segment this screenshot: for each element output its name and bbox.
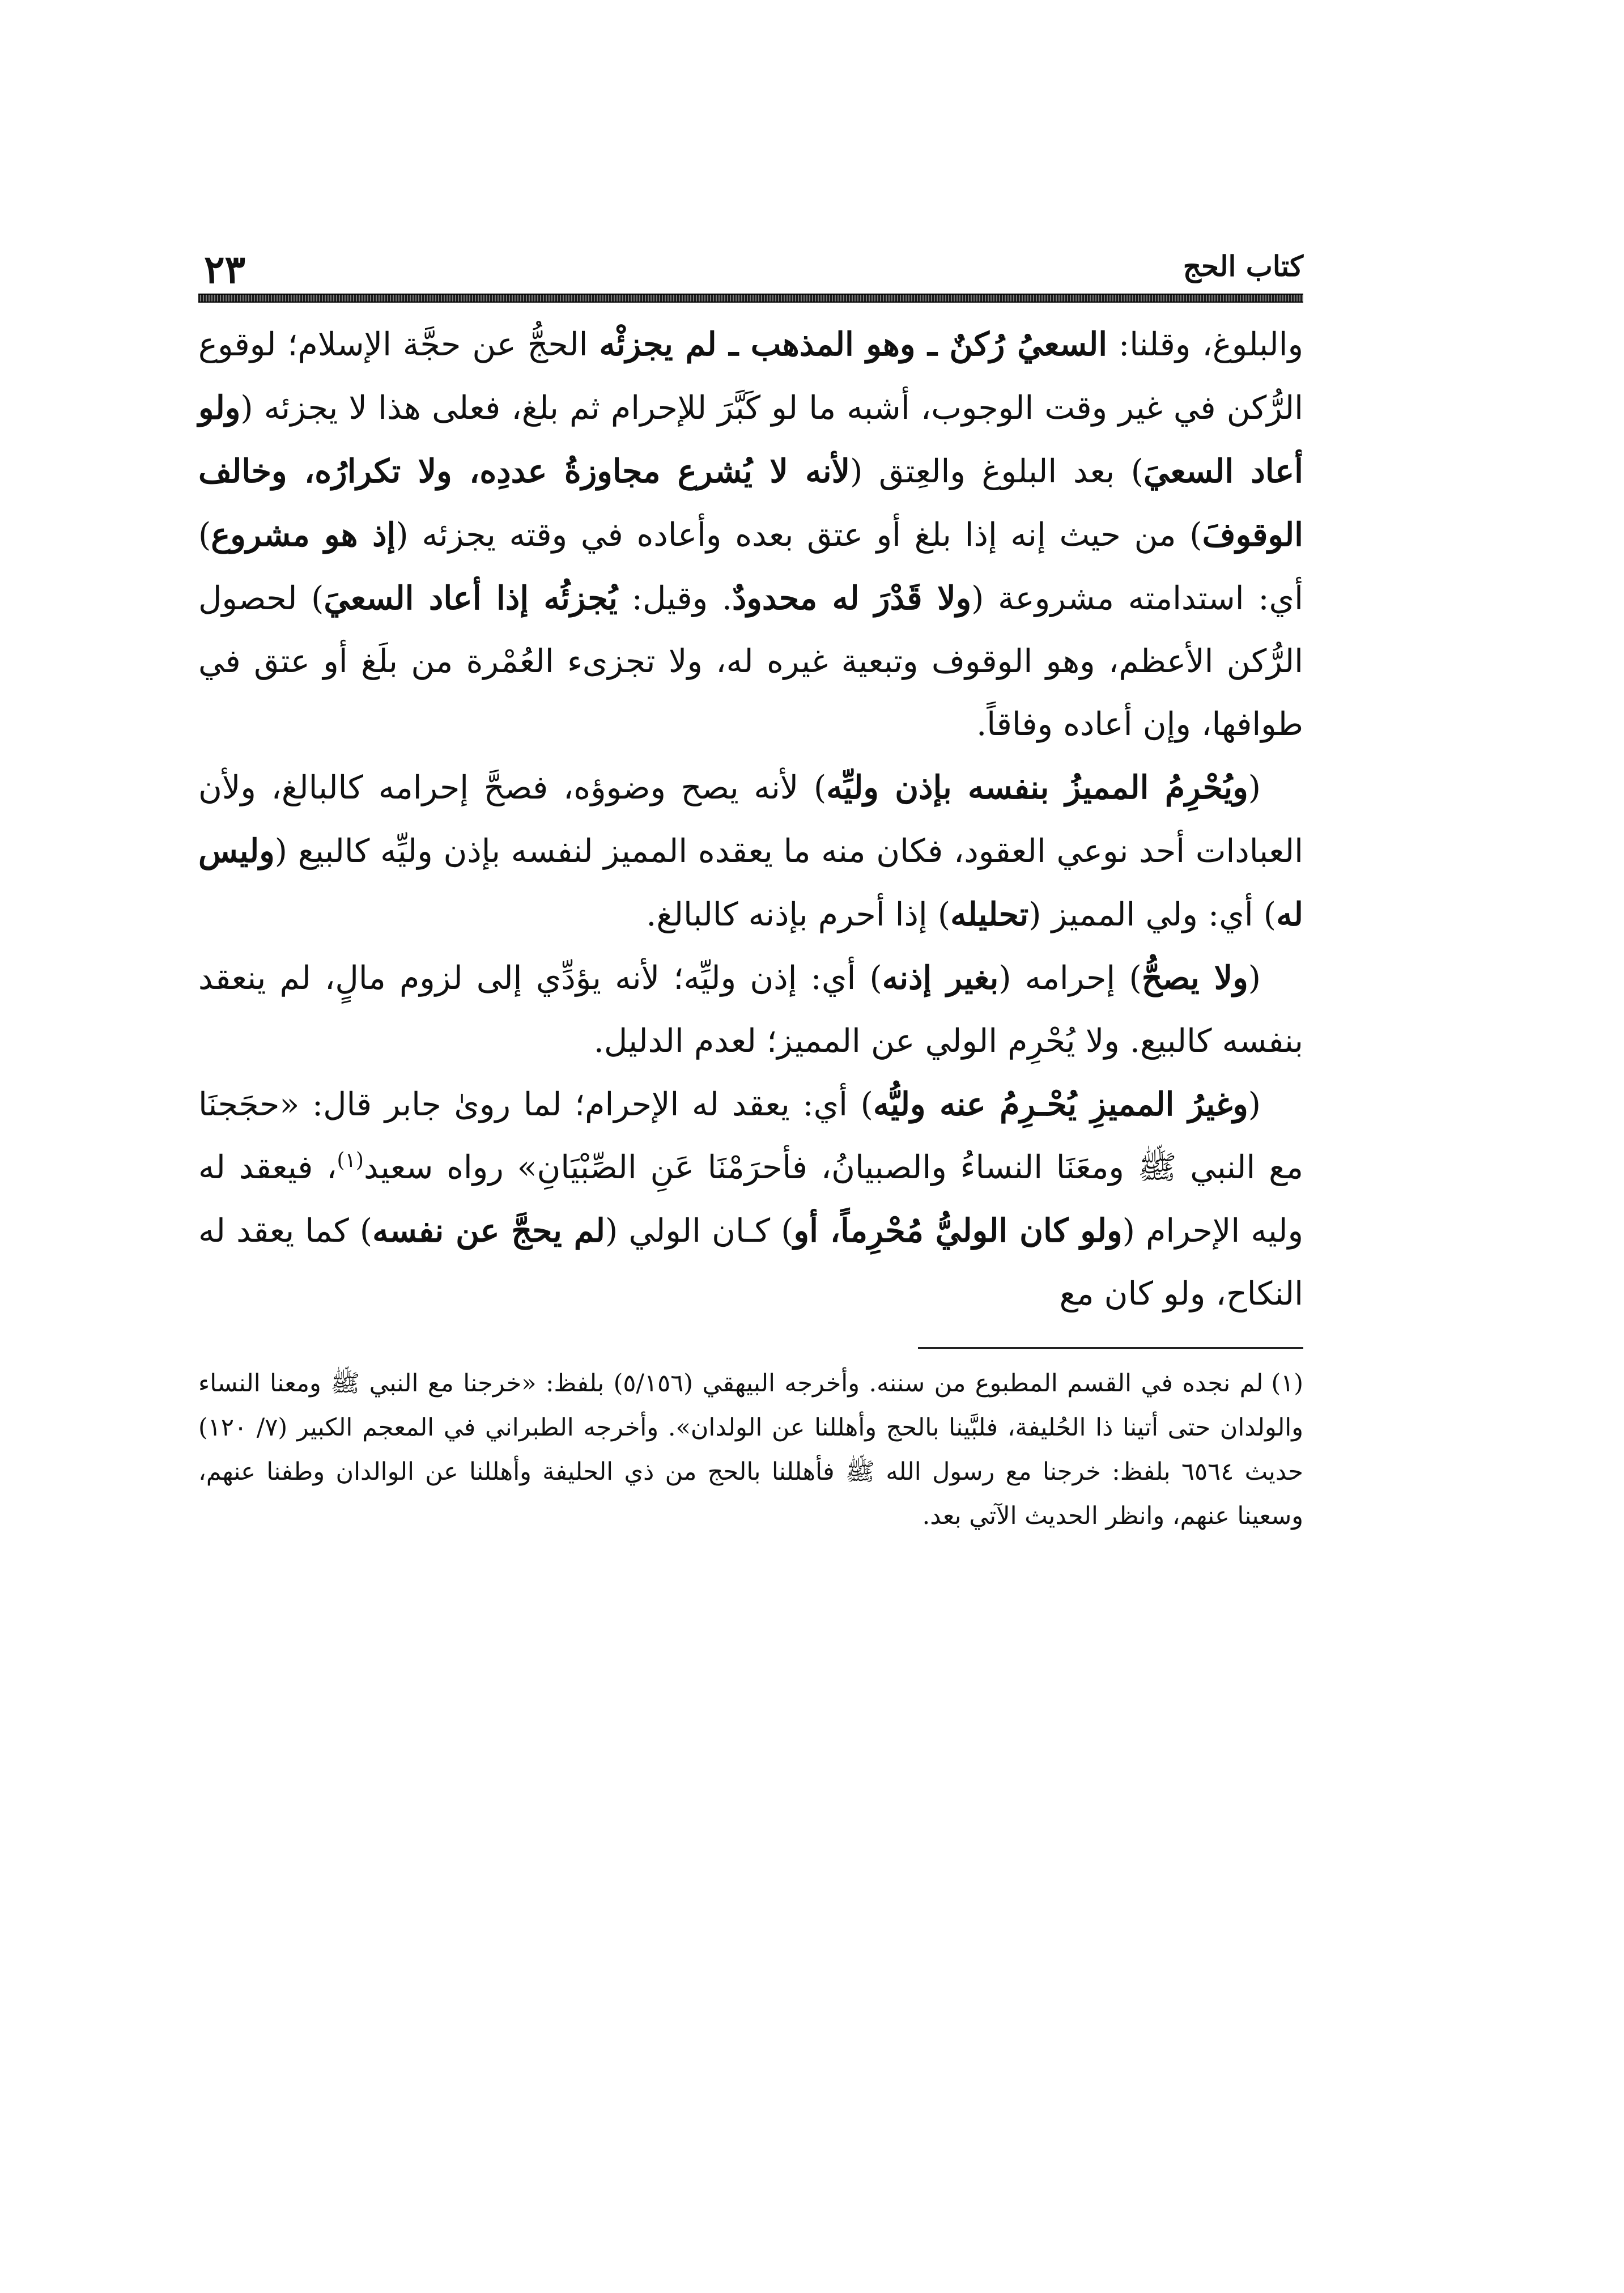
footnotes	[198, 1361, 1303, 1538]
matn-bold-text: ولو أعاد السعيَ	[198, 389, 1303, 490]
text-run: ) أي: استدامته مشروعة (	[198, 516, 1304, 617]
text-run: (	[1248, 959, 1261, 997]
text-run: ) كما يعقد له النكاح، ولو كان مع	[198, 1212, 1303, 1313]
header-rule	[198, 294, 1303, 303]
text-run: ) أي: ولي المميز (	[1028, 896, 1277, 933]
text-run: ) لأنه يصح وضوؤه، فصحَّ إحرامه كالبالغ، ولأن العبادات أحد نوعي العقود، فكان منه ما يعقده المميز لنفسه بإذن وليِّه كالبيع (	[198, 769, 1303, 870]
matn-bold-text: بغير إذنه	[882, 959, 999, 997]
text-run: (	[1248, 769, 1261, 806]
text-run: ) أي: يعقد له الإحرام؛ لما روىٰ جابر قال: «حجَجنَا مع النبي ﷺ ومعَنَا النساءُ والصبيانُ، فأحرَمْنَا عَنِ الصِّبْيَانِ» رواه سعيد	[198, 1086, 1303, 1186]
text-run: ) بعد البلوغ والعِتق (	[850, 453, 1143, 490]
text-run: والبلوغ، وقلنا:	[1107, 326, 1304, 363]
paragraph-1	[198, 313, 1303, 756]
matn-bold-text: لم يحجَّ عن نفسه	[372, 1212, 606, 1250]
text-run: ) لحصول الرُّكن الأعظم، وهو الوقوف وتبعية غيره له، ولا تجزىء العُمْرة من بلَغ أو عتق في طوافها، وإن أعاده وفاقاً.	[198, 580, 1303, 743]
footnote-text: لم نجده في القسم المطبوع من سننه. وأخرجه البيهقي (٥/١٥٦) بلفظ: «خرجنا مع النبي ﷺ ومعنا النساء والولدان حتى أتينا ذا الحُليفة، فلبَّينا بالحج وأهللنا عن الولدان». وأخرجه الطبراني في المعجم الكبير (٧/ ١٢٠) حديث ٦٥٦٤ بلفظ: خرجنا مع رسول الله ﷺ فأهللنا بالحج من ذي الحليفة وأهللنا عن الوالدان وطفنا عنهم، وسعينا عنهم، وانظر الحديث الآتي بعد.	[198, 1369, 1304, 1530]
matn-bold-text: السعيُ رُكنٌ ـ وهو المذهب ـ لم يجزئْه	[599, 325, 1108, 363]
footnote-1	[198, 1361, 1303, 1538]
book-title: كتاب الحج	[1183, 249, 1303, 283]
text-run: ) كـان الولي (	[605, 1212, 794, 1250]
paragraph-2	[198, 756, 1303, 946]
footnote-number: (١)	[1271, 1369, 1303, 1398]
matn-bold-text: ولا قَدْرَ له محدودٌ	[732, 579, 972, 617]
text-run: ) إحرامه (	[998, 959, 1142, 997]
footnote-separator	[918, 1347, 1303, 1349]
text-run: ، فيعقد له وليه الإحرام (	[198, 1149, 1304, 1250]
main-text	[198, 313, 1303, 1326]
paragraph-3	[198, 946, 1303, 1073]
text-run: . وقيل:	[618, 580, 732, 617]
matn-bold-text: وليس له	[198, 832, 1303, 933]
matn-bold-text: وغيرُ المميزِ يُحْـرِمُ عنه وليُّه	[873, 1085, 1248, 1123]
running-head	[198, 244, 1303, 292]
text-run: ) أي: إذن وليِّه؛ لأنه يؤدِّي إلى لزوم مالٍ، لم ينعقد بنفسه كالبيع. ولا يُحْرِم الولي عن المميز؛ لعدم الدليل.	[198, 959, 1303, 1060]
matn-bold-text: يُجزئُه إذا أعاد السعيَ	[324, 579, 618, 617]
matn-bold-text: إذ هو مشروع	[211, 516, 396, 554]
matn-bold-text: تحليله	[950, 895, 1029, 933]
matn-bold-text: ولو كان الوليُّ مُحْرِماً، أو	[793, 1212, 1123, 1250]
text-run: الحجُّ عن حجَّة الإسلام؛ لوقوع الرُّكن في غير وقت الوجوب، أشبه ما لو كَبَّرَ للإحرام ثم بلغ، فعلى هذا لا يجزئه (	[198, 326, 1303, 427]
footnote-marker[interactable]: (١)	[337, 1149, 364, 1172]
text-run: ) إذا أحرم بإذنه كالبالغ.	[646, 896, 951, 933]
text-run: ) من حيث إنه إذا بلغ أو عتق بعده وأعاده في وقته يجزئه (	[396, 516, 1202, 554]
matn-bold-text: ويُحْرِمُ المميزُ بنفسه بإذن وليِّه	[826, 768, 1248, 806]
matn-bold-text: ولا يصحُّ	[1141, 959, 1248, 997]
book-page	[198, 244, 1303, 2142]
text-run: (	[1248, 1086, 1261, 1123]
matn-bold-text: لأنه لا يُشرع مجاوزةُ عددِه، ولا تكرارُه، وخالف الوقوفَ	[198, 452, 1303, 554]
paragraph-4	[198, 1073, 1303, 1326]
page-number: ٢٣	[204, 247, 246, 292]
